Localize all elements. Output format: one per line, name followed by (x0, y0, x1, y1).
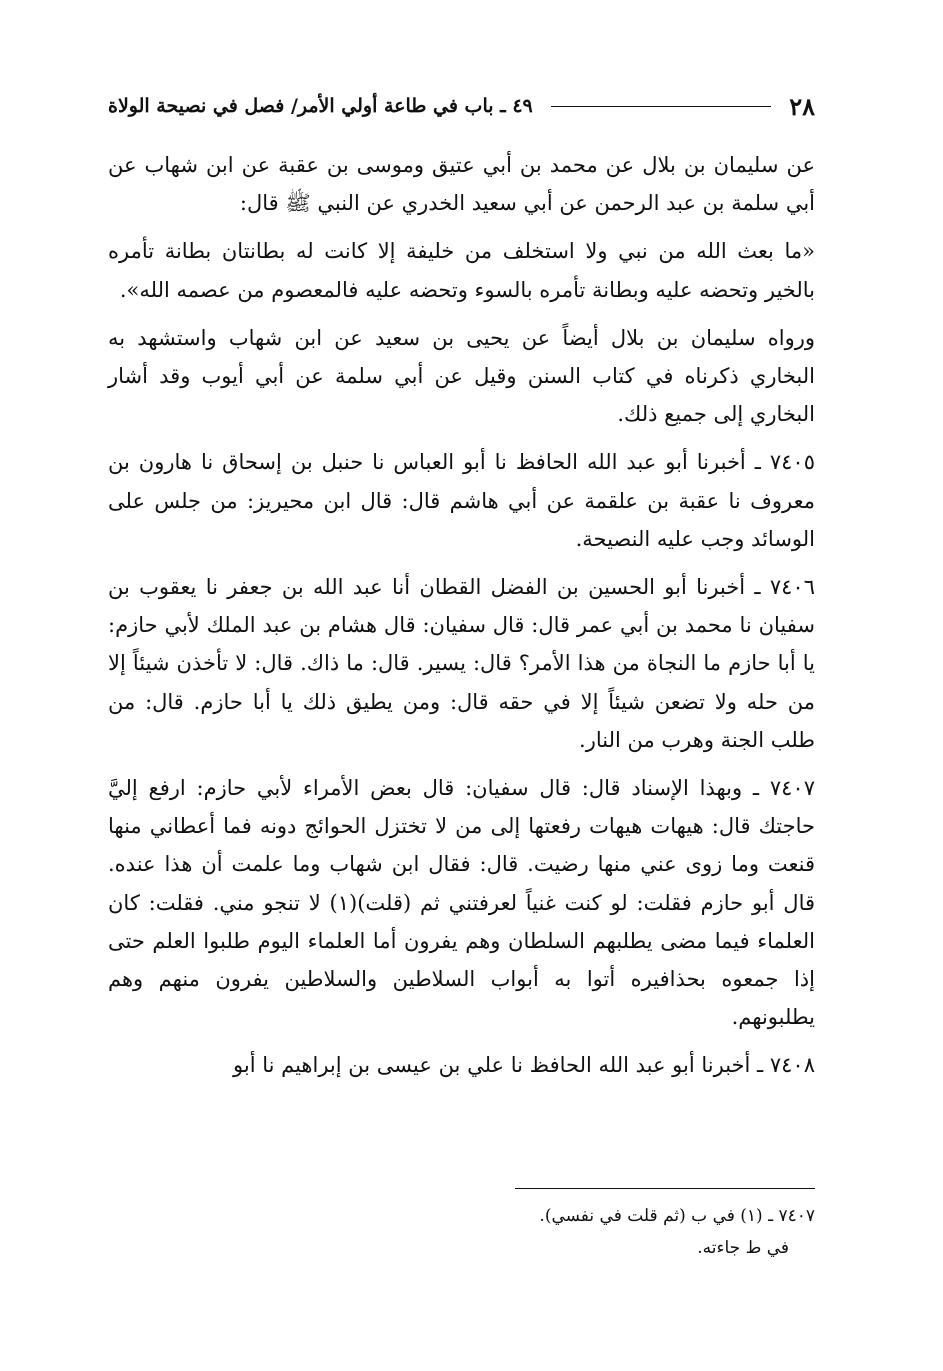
running-header (108, 88, 815, 124)
running-title: ٤٩ ـ باب في طاعة أولي الأمر/ فصل في نصيحة الولاة (108, 95, 533, 117)
footnotes (300, 1200, 815, 1264)
paragraph-7405: ٧٤٠٥ ـ أخبرنا أبو عبد الله الحافظ نا أبو العباس نا حنبل بن إسحاق نا هارون بن معروف نا عقبة بن علقمة عن أبي هاشم قال: قال ابن محيريز: من جلس على الوسائد وجب عليه النصيحة. (108, 450, 815, 551)
paragraph-7407: ٧٤٠٧ ـ وبهذا الإسناد قال: قال سفيان: قال بعض الأمراء لأبي حازم: ارفع إليَّ حاجتك قال: هيهات هيهات رفعتها إلى من لا تختزل الحوائج دونه فما أعطاني منها قنعت وما زوى عني منها رضيت. قال: فقال ابن شهاب وما علمت أن هذا عنده. قال أبو حازم فقلت: لو كنت غنياً لعرفتني ثم (قلت)(١) لا تنجو مني. فقلت: كان العلماء فيما مضى يطلبهم السلطان وهم يفرون أما العلماء اليوم طلبوا العلم حتى إذا جمعوه بحذافيره أتوا به أبواب السلاطين والسلاطين يفرون منهم وهم يطلبونهم. (108, 776, 816, 1030)
footnote-divider (515, 1188, 815, 1189)
page-number: ٢٨ (789, 91, 815, 121)
paragraph-hadith-quote: «ما بعث الله من نبي ولا استخلف من خليفة إلا كانت له بطانتان بطانة تأمره بالخير وتحضه عليه وبطانة تأمره بالسوء وتحضه عليه فالمعصوم من عصمه الله». (108, 239, 815, 302)
paragraph-narration-note: ورواه سليمان بن بلال أيضاً عن يحيى بن سعيد عن ابن شهاب واستشهد به البخاري ذكرناه في كتاب السنن وقيل عن أبي سلمة عن أبي أيوب وقد أشار البخاري إلى جميع ذلك. (108, 325, 815, 427)
header-divider (551, 106, 771, 107)
paragraph-isnad-intro: عن سليمان بن بلال عن محمد بن أبي عتيق وموسى بن عقبة عن ابن شهاب عن أبي سلمة بن عبد الرحمن عن أبي سعيد الخدري عن النبي ﷺ قال: (108, 153, 815, 216)
body-text (108, 146, 815, 1095)
footnote-1: ٧٤٠٧ ـ (١) في ب (ثم قلت في نفسي). (539, 1206, 815, 1226)
paragraph-7406: ٧٤٠٦ ـ أخبرنا أبو الحسين بن الفضل القطان أنا عبد الله بن جعفر نا يعقوب بن سفيان نا محمد بن أبي عمر قال: قال سفيان: قال هشام بن عبد الملك لأبي حازم: يا أبا حازم ما النجاة من هذا الأمر؟ قال: يسير. قال: ما ذاك. قال: لا تأخذن شيئاً إلا من حله ولا تضعن شيئاً إلا في حقه قال: ومن يطيق ذلك يا أبا حازم. قال: من طلب الجنة وهرب من النار. (108, 575, 815, 752)
paragraph-7408: ٧٤٠٨ ـ أخبرنا أبو عبد الله الحافظ نا علي بن عيسى بن إبراهيم نا أبو (233, 1053, 815, 1078)
footnote-2: في ط جاءته. (697, 1238, 789, 1258)
